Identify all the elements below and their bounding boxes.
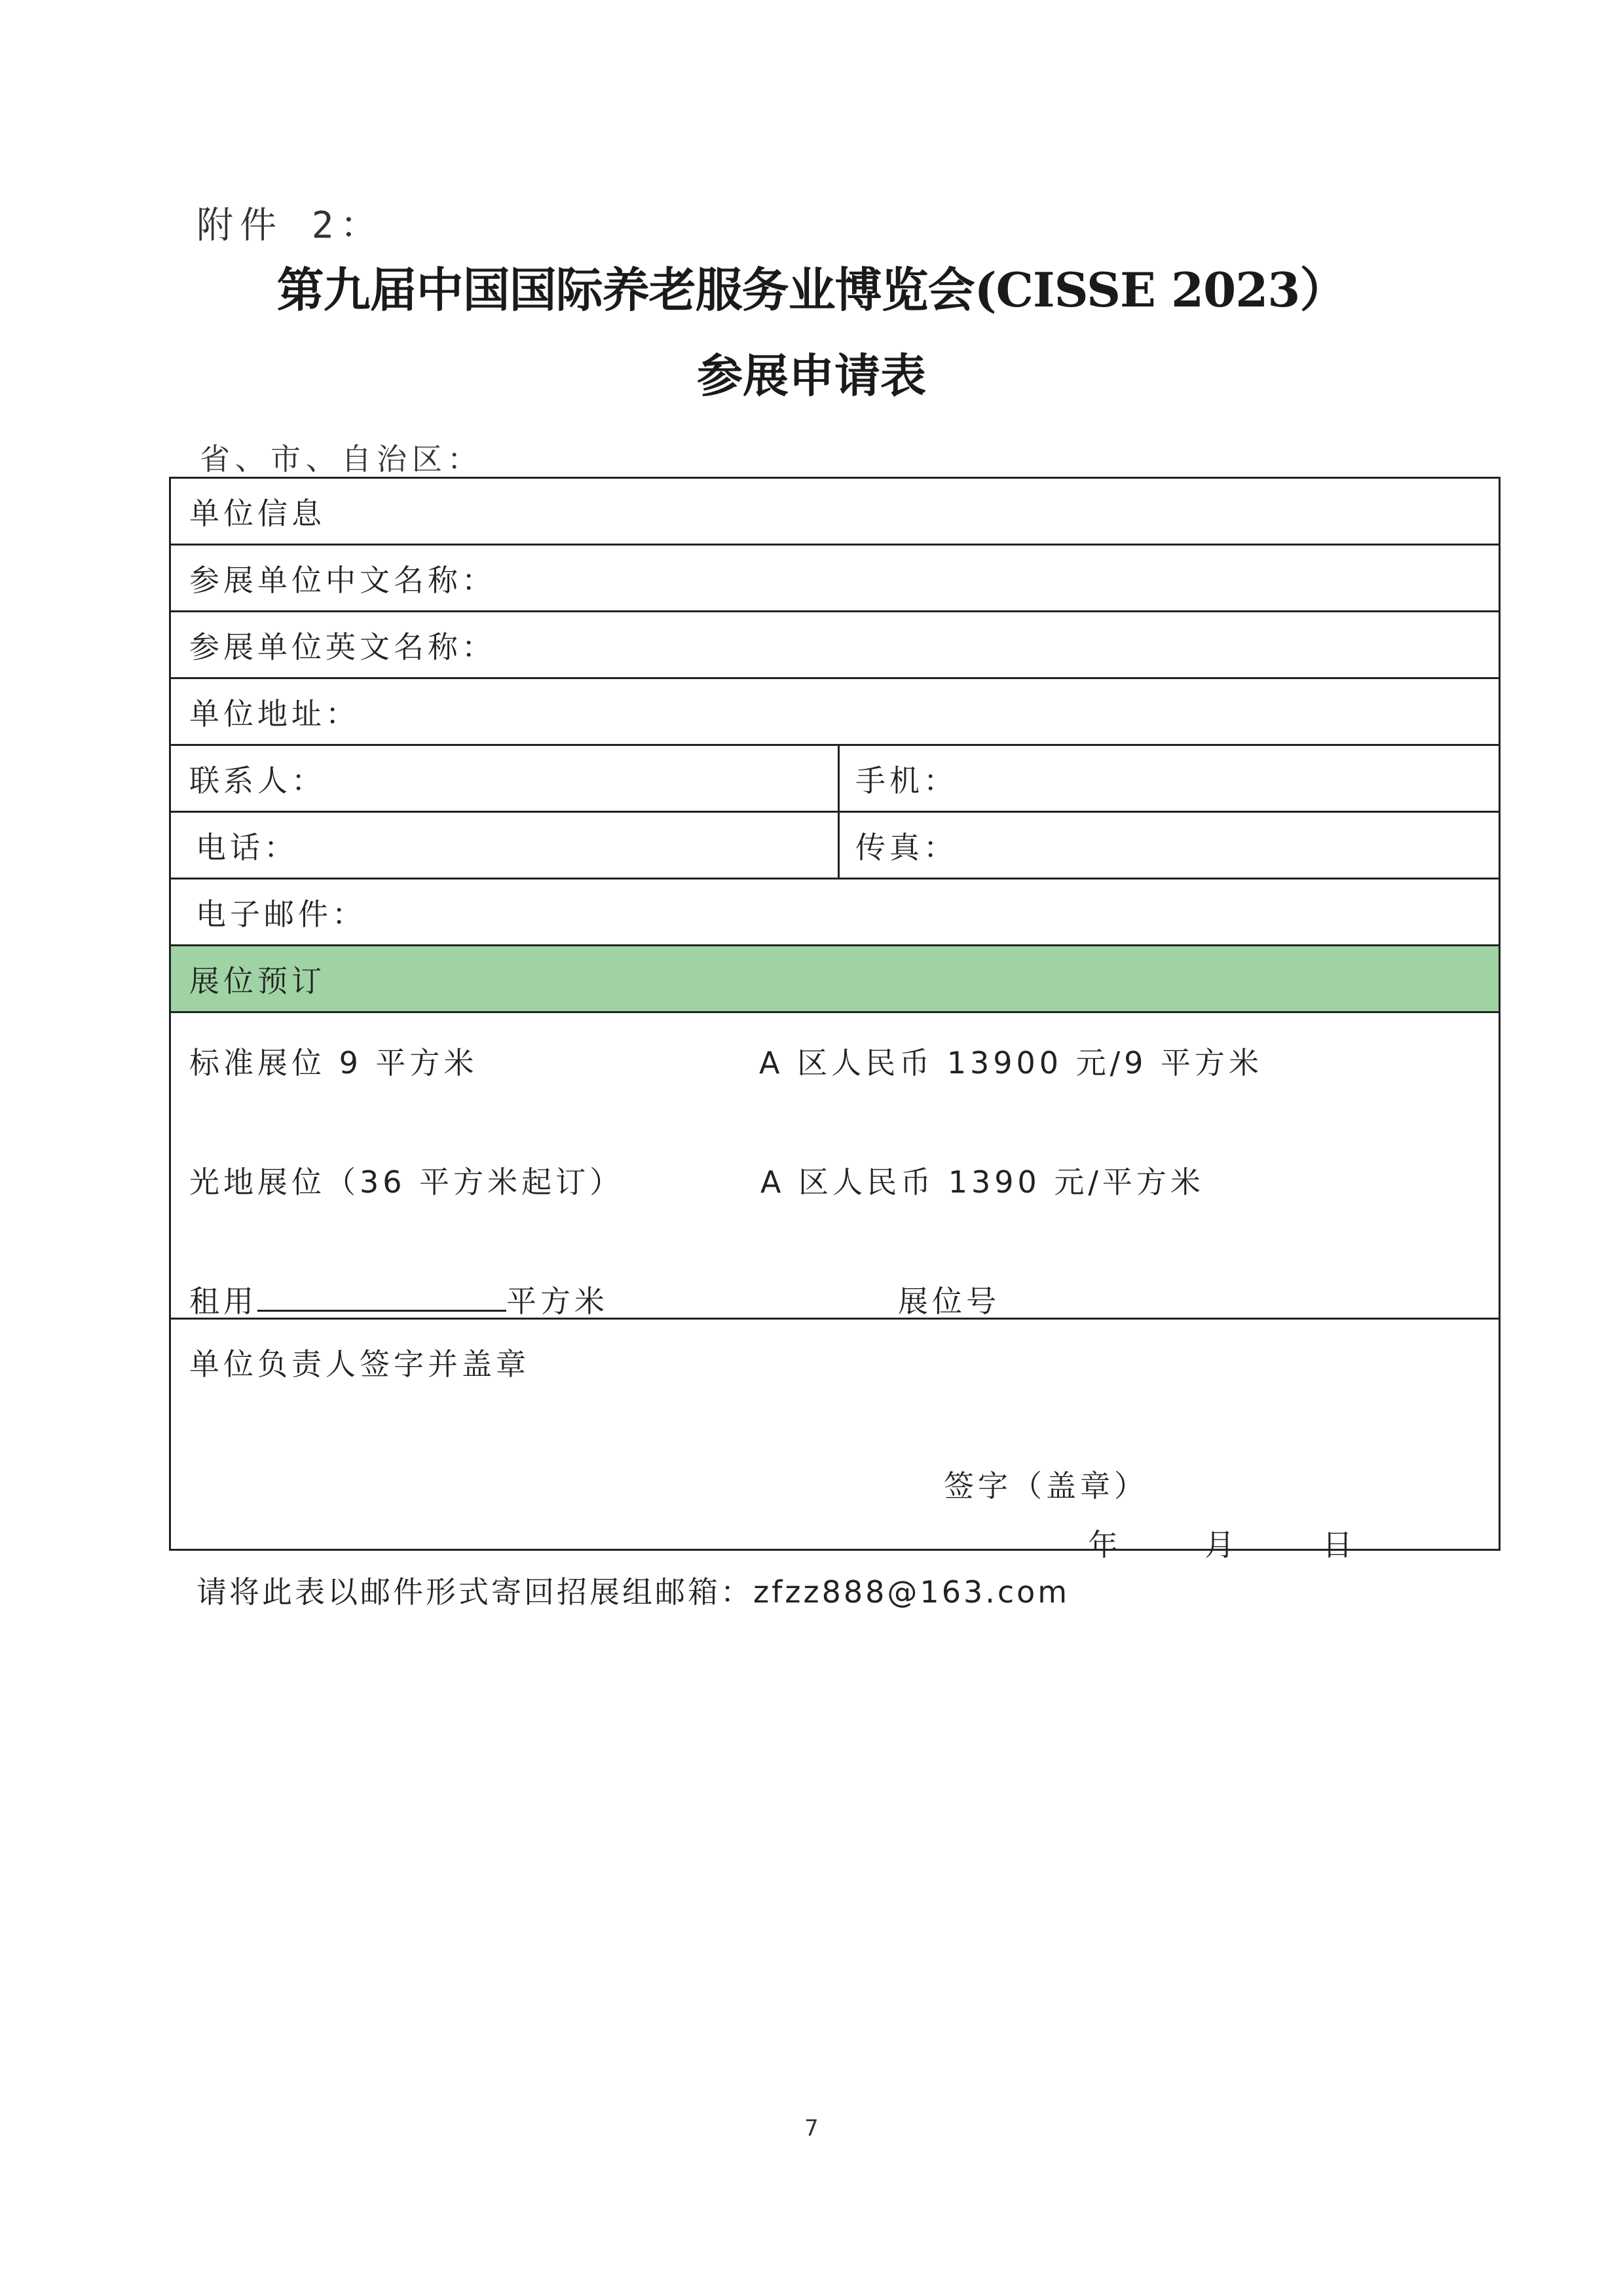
contact-mobile-row [171, 746, 1499, 813]
address-row[interactable] [171, 679, 1499, 746]
unit-info-header-row [171, 479, 1499, 546]
booking-header-row [171, 946, 1499, 1013]
page-number: 7 [804, 2115, 819, 2141]
region-label: 省、市、自治区： [200, 441, 483, 477]
email-row[interactable] [171, 880, 1499, 946]
column-divider [838, 746, 840, 811]
email-label: 电子邮件： [196, 896, 366, 932]
phone-fax-row [171, 813, 1499, 880]
column-divider [838, 813, 840, 878]
rent-area-line [189, 1278, 608, 1321]
standard-booth-price: A 区人民币 13900 元/9 平方米 [759, 1045, 1263, 1081]
standard-booth-option[interactable]: 标准展位 9 平方米 [189, 1045, 478, 1081]
mobile-cell[interactable] [855, 746, 958, 811]
document-title: 第九届中国国际养老服务业博览会(CISSE 2023） [276, 262, 1347, 318]
unit-info-header: 单位信息 [189, 495, 326, 531]
signature-section-label: 单位负责人签字并盖章 [189, 1346, 530, 1382]
phone-cell[interactable] [196, 813, 298, 878]
booking-header: 展位预订 [189, 963, 326, 999]
rent-suffix: 平方米 [506, 1284, 608, 1319]
signature-block [171, 1320, 1499, 1563]
raw-space-option[interactable]: 光地展位（36 平方米起订） [189, 1164, 624, 1200]
cn-name-label: 参展单位中文名称： [189, 562, 496, 598]
signature-stamp-label[interactable]: 签字（盖章） [944, 1468, 1148, 1504]
rent-area-blank[interactable] [257, 1284, 506, 1312]
address-label: 单位地址： [189, 695, 360, 731]
booth-number-label[interactable]: 展位号 [898, 1284, 1000, 1319]
raw-space-price: A 区人民币 1390 元/平方米 [760, 1164, 1204, 1200]
document-subtitle: 参展申请表 [697, 348, 926, 403]
phone-label: 电话： [196, 829, 298, 865]
footer-note: 请将此表以邮件形式寄回招展组邮箱：zfzz888@163.com [196, 1574, 1070, 1610]
rent-prefix: 租用 [189, 1284, 257, 1319]
date-year-label: 年 [1088, 1527, 1122, 1563]
date-month-label: 月 [1204, 1527, 1239, 1563]
attachment-label: 附件 2： [196, 204, 384, 247]
en-name-row[interactable] [171, 612, 1499, 679]
contact-label: 联系人： [189, 762, 326, 798]
mobile-label: 手机： [855, 762, 958, 798]
en-name-label: 参展单位英文名称： [189, 629, 496, 665]
contact-cell[interactable] [189, 746, 326, 811]
fax-label: 传真： [855, 829, 958, 865]
fax-cell[interactable] [855, 813, 958, 878]
booking-details-block [171, 1013, 1499, 1320]
application-form [169, 477, 1501, 1563]
cn-name-row[interactable] [171, 546, 1499, 612]
date-day-label: 日 [1322, 1527, 1356, 1563]
